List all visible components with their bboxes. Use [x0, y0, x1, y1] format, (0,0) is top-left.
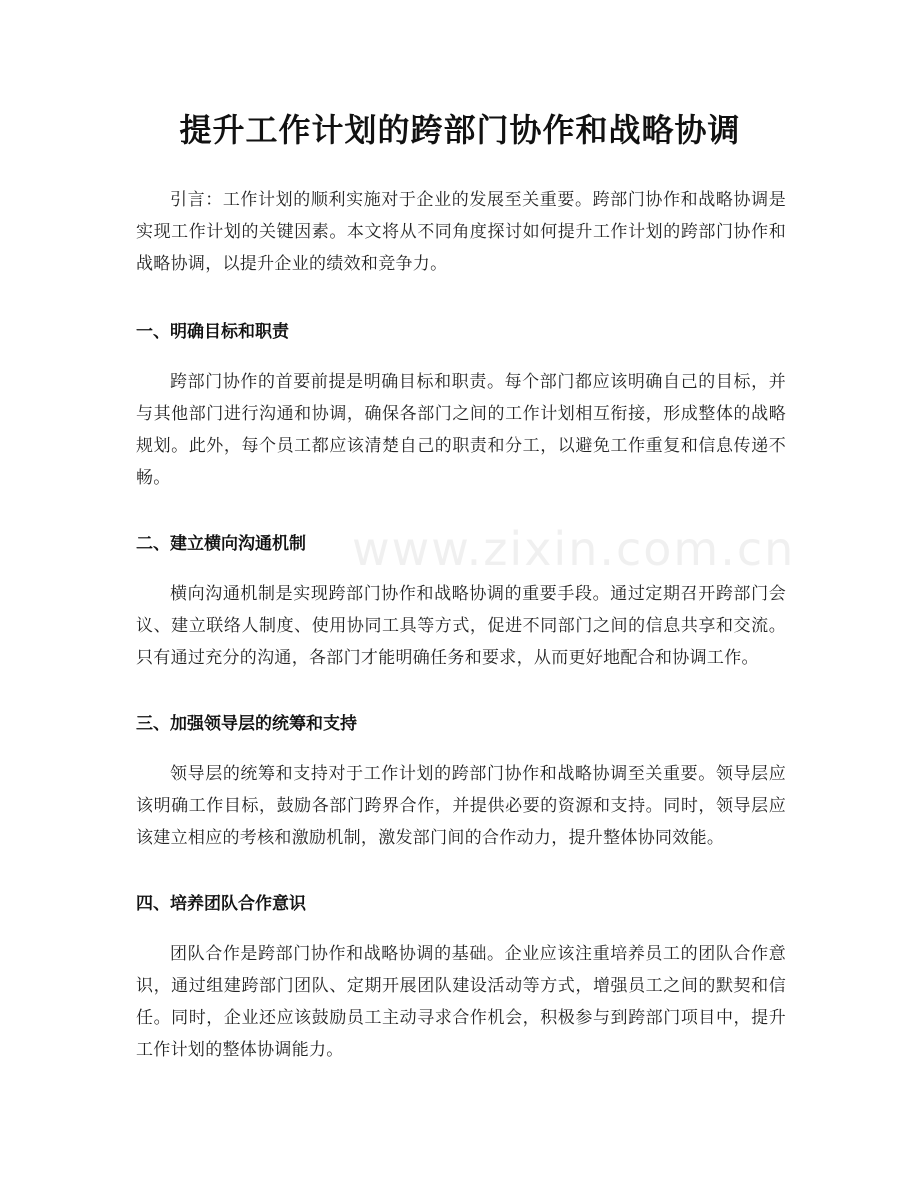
section-body-1: 跨部门协作的首要前提是明确目标和职责。每个部门都应该明确自己的目标，并与其他部门进行沟通和协调，确保各部门之间的工作计划相互衔接，形成整体的战略规划。此外，每个员工都应该清楚自己的职责和分工，以避免工作重复和信息传递不畅。: [136, 372, 786, 488]
section-heading-3: 三、加强领导层的统筹和支持: [136, 714, 357, 734]
intro-paragraph: 引言：工作计划的顺利实施对于企业的发展至关重要。跨部门协作和战略协调是实现工作计划的关键因素。本文将从不同角度探讨如何提升工作计划的跨部门协作和战略协调，以提升企业的绩效和竞争力。: [136, 190, 786, 274]
section-heading-2: 二、建立横向沟通机制: [136, 534, 306, 554]
document-title: 提升工作计划的跨部门协作和战略协调: [179, 111, 741, 149]
section-heading-4: 四、培养团队合作意识: [136, 894, 306, 914]
watermark: www.zixin.com.cn: [352, 522, 796, 576]
section-body-4: 团队合作是跨部门协作和战略协调的基础。企业应该注重培养员工的团队合作意识，通过组建跨部门团队、定期开展团队建设活动等方式，增强员工之间的默契和信任。同时，企业还应该鼓励员工主动寻求合作机会，积极参与到跨部门项目中，提升工作计划的整体协调能力。: [136, 944, 786, 1060]
section-body-3: 领导层的统筹和支持对于工作计划的跨部门协作和战略协调至关重要。领导层应该明确工作目标，鼓励各部门跨界合作，并提供必要的资源和支持。同时，领导层应该建立相应的考核和激励机制，激发部门间的合作动力，提升整体协同效能。: [136, 764, 786, 848]
section-body-2: 横向沟通机制是实现跨部门协作和战略协调的重要手段。通过定期召开跨部门会议、建立联络人制度、使用协同工具等方式，促进不同部门之间的信息共享和交流。只有通过充分的沟通，各部门才能明确任务和要求，从而更好地配合和协调工作。: [136, 584, 786, 668]
section-heading-1: 一、明确目标和职责: [136, 322, 289, 342]
document-body: [136, 184, 786, 1102]
